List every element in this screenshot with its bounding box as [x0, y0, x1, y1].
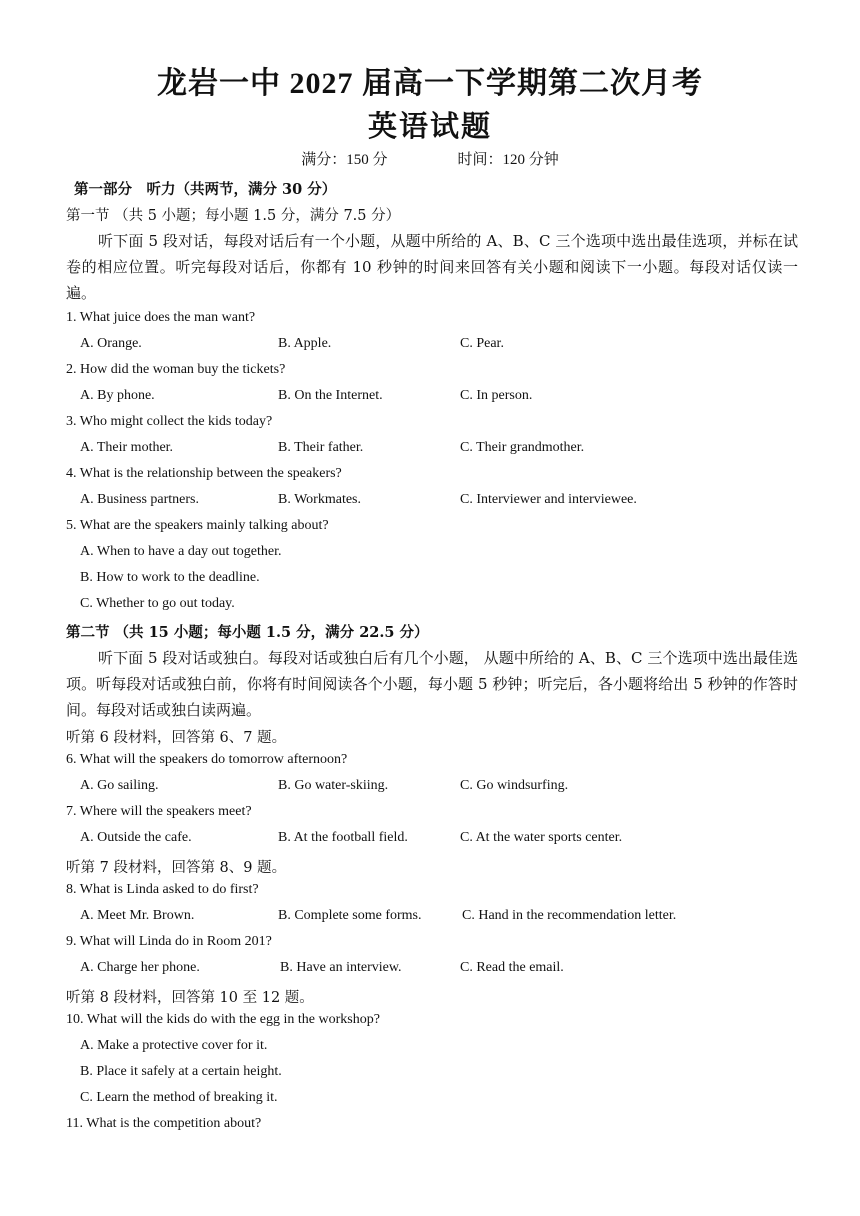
q9-option-b: B. Have an interview. [280, 960, 402, 975]
q9-option-a: A. Charge her phone. [80, 960, 200, 975]
q5-option-a: A. When to have a day out together. [80, 544, 282, 559]
exam-meta [0, 148, 860, 169]
material-8-note: 听第 8 段材料，回答第 10 至 12 题。 [66, 990, 314, 1006]
material-6-note: 听第 6 段材料，回答第 6、7 题。 [66, 730, 287, 746]
q9-option-c: C. Read the email. [460, 960, 564, 975]
q2-option-b: B. On the Internet. [278, 388, 383, 403]
exam-time: 时间：120 分钟 [457, 152, 559, 168]
question-4: 4. What is the relationship between the speakers? [66, 466, 342, 481]
q4-option-c: C. Interviewer and interviewee. [460, 492, 637, 507]
question-2: 2. How did the woman buy the tickets? [66, 362, 286, 377]
section2-instructions: 听下面 5 段对话或独白。每段对话或独白后有几个小题， 从题中所给的 A、B、C 三个选项中选出最佳选项。听每段对话或独白前，你将有时间阅读各个小题，每小题 5 秒钟；听完后，各小题将给出 5 秒钟的作答时间。每段对话或独白读两遍。 [66, 649, 798, 719]
question-10: 10. What will the kids do with the egg in the workshop? [66, 1012, 380, 1027]
q1-option-b: B. Apple. [278, 336, 332, 351]
question-5: 5. What are the speakers mainly talking about? [66, 518, 329, 533]
part1-heading: 第一部分 听力（共两节，满分 30 分） [74, 181, 337, 198]
question-8: 8. What is Linda asked to do first? [66, 882, 259, 897]
full-score: 满分：150 分 [301, 152, 388, 168]
section1-instructions: 听下面 5 段对话，每段对话后有一个小题，从题中所给的 A、B、C 三个选项中选出最佳选项，并标在试卷的相应位置。听完每段对话后，你都有 10 秒钟的时间来回答有关小题和阅读下一小题。每段对话仅读一遍。 [66, 232, 798, 302]
q5-option-c: C. Whether to go out today. [80, 596, 235, 611]
q7-option-a: A. Outside the cafe. [80, 830, 192, 845]
q3-option-c: C. Their grandmother. [460, 440, 585, 455]
q8-option-a: A. Meet Mr. Brown. [80, 908, 195, 923]
q2-option-c: C. In person. [460, 388, 533, 403]
question-6: 6. What will the speakers do tomorrow afternoon? [66, 752, 348, 767]
q4-option-b: B. Workmates. [278, 492, 361, 507]
q10-option-c: C. Learn the method of breaking it. [80, 1090, 278, 1105]
exam-title: 龙岩一中 2027 届高一下学期第二次月考 [157, 67, 703, 100]
question-1: 1. What juice does the man want? [66, 310, 256, 325]
q6-option-b: B. Go water-skiing. [278, 778, 389, 793]
question-11: 11. What is the competition about? [66, 1116, 262, 1131]
q6-option-a: A. Go sailing. [80, 778, 159, 793]
q10-option-a: A. Make a protective cover for it. [80, 1038, 268, 1053]
q3-option-b: B. Their father. [278, 440, 364, 455]
question-3: 3. Who might collect the kids today? [66, 414, 273, 429]
exam-subtitle: 英语试题 [367, 111, 492, 143]
q7-option-c: C. At the water sports center. [460, 830, 623, 845]
material-7-note: 听第 7 段材料，回答第 8、9 题。 [66, 860, 287, 876]
q7-option-b: B. At the football field. [278, 830, 408, 845]
q4-option-a: A. Business partners. [80, 492, 199, 507]
q3-option-a: A. Their mother. [80, 440, 174, 455]
q8-option-c: C. Hand in the recommendation letter. [462, 908, 677, 923]
section2-heading: 第二节 （共 15 小题；每小题 1.5 分，满分 22.5 分） [66, 624, 429, 641]
q10-option-b: B. Place it safely at a certain height. [80, 1064, 282, 1079]
q8-option-b: B. Complete some forms. [278, 908, 422, 923]
q1-option-a: A. Orange. [80, 336, 142, 351]
question-9: 9. What will Linda do in Room 201? [66, 934, 272, 949]
q5-option-b: B. How to work to the deadline. [80, 570, 260, 585]
q1-option-c: C. Pear. [460, 336, 504, 351]
section1-heading: 第一节 （共 5 小题；每小题 1.5 分，满分 7.5 分） [66, 208, 401, 224]
q2-option-a: A. By phone. [80, 388, 155, 403]
question-7: 7. Where will the speakers meet? [66, 804, 252, 819]
q6-option-c: C. Go windsurfing. [460, 778, 569, 793]
